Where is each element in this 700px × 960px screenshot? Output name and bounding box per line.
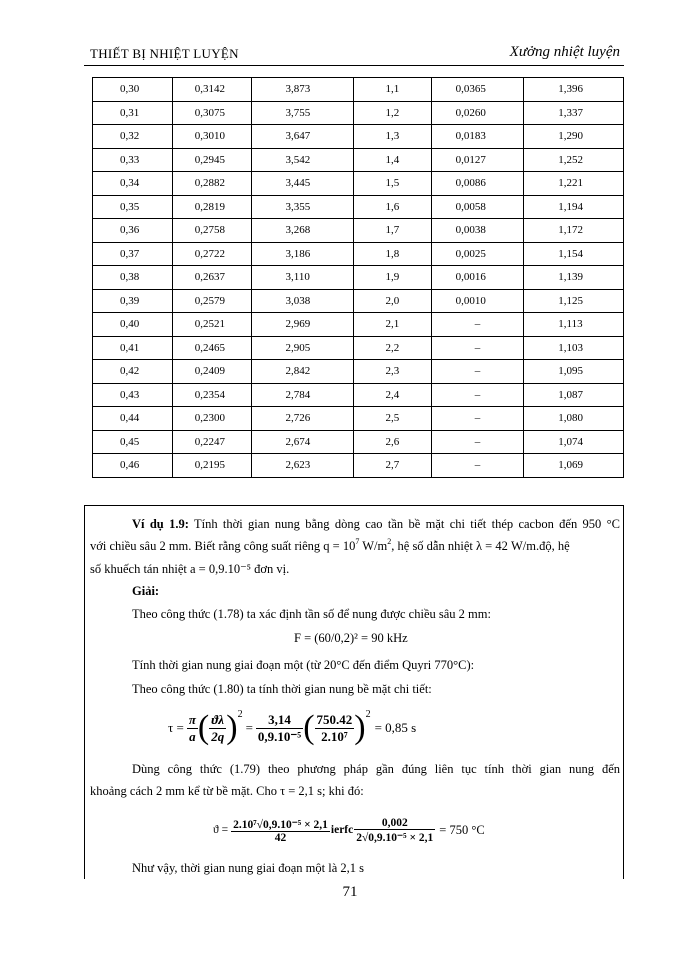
table-cell: 0,3075: [172, 101, 251, 125]
example-label: Ví dụ 1.9:: [132, 517, 189, 531]
table-cell: 3,647: [251, 125, 354, 149]
table-cell: –: [431, 360, 524, 384]
table-cell: –: [431, 313, 524, 337]
table-cell: 1,172: [524, 219, 624, 243]
table-cell: 2,905: [251, 336, 354, 360]
solution-p5: Như vậy, thời gian nung giai đoạn một là 2,1 s: [132, 861, 364, 875]
table-cell: –: [431, 336, 524, 360]
table-row: [93, 195, 624, 219]
table-cell: 1,4: [354, 148, 431, 172]
table-row: [93, 125, 624, 149]
table-row: [93, 219, 624, 243]
table-cell: 0,38: [93, 266, 173, 290]
table-cell: 0,36: [93, 219, 173, 243]
table-cell: 1,194: [524, 195, 624, 219]
table-cell: 0,2521: [172, 313, 251, 337]
table-cell: 1,337: [524, 101, 624, 125]
table-cell: 0,37: [93, 242, 173, 266]
table-cell: 2,842: [251, 360, 354, 384]
table-cell: 2,4: [354, 383, 431, 407]
table-cell: 3,542: [251, 148, 354, 172]
example-line-3: số khuếch tán nhiệt a = 0,9.10⁻⁵ đơn vị.: [90, 562, 290, 576]
table-row: [93, 101, 624, 125]
table-cell: 1,252: [524, 148, 624, 172]
table-cell: 1,1: [354, 78, 431, 102]
solution-p3: Theo công thức (1.80) ta tính thời gian nung bề mặt chi tiết:: [132, 682, 432, 696]
table-cell: 3,268: [251, 219, 354, 243]
data-table: [92, 77, 624, 478]
header-title: THIẾT BỊ NHIỆT LUYỆN: [90, 46, 239, 61]
table-cell: 2,3: [354, 360, 431, 384]
table-cell: 2,674: [251, 430, 354, 454]
table-cell: 0,0058: [431, 195, 524, 219]
table-cell: 0,2637: [172, 266, 251, 290]
table-cell: 1,074: [524, 430, 624, 454]
table-cell: 3,110: [251, 266, 354, 290]
table-cell: 2,2: [354, 336, 431, 360]
solution-p1: Theo công thức (1.78) ta xác định tần số để nung được chiều sâu 2 mm:: [132, 607, 491, 621]
table-cell: 0,2722: [172, 242, 251, 266]
tau-formula: τ = $\frac{\pi}{a}$ ( $\frac{ϑ\lambda}{2q}$ ) $^2$ = $\frac{3,14}{\text{0,9.10⁻⁵}}$ ( $\frac{750.42}{\text{2.10⁷}}$ ) $^2$ = 0,85 s: [168, 708, 417, 746]
example-line-1: [132, 517, 620, 532]
table-cell: 0,0025: [431, 242, 524, 266]
table-cell: 1,069: [524, 454, 624, 478]
table-cell: 3,873: [251, 78, 354, 102]
table-row: [93, 289, 624, 313]
table-row: [93, 336, 624, 360]
table-cell: 0,2758: [172, 219, 251, 243]
table-cell: 1,8: [354, 242, 431, 266]
header-section: Xưởng nhiệt luyện: [509, 44, 620, 60]
table-cell: 1,125: [524, 289, 624, 313]
table-cell: 2,1: [354, 313, 431, 337]
table-cell: 1,2: [354, 101, 431, 125]
table-cell: 1,103: [524, 336, 624, 360]
table-cell: 2,726: [251, 407, 354, 431]
table-cell: –: [431, 383, 524, 407]
table-cell: 2,969: [251, 313, 354, 337]
table-cell: 0,2195: [172, 454, 251, 478]
table-cell: 2,784: [251, 383, 354, 407]
table-cell: 1,9: [354, 266, 431, 290]
table-row: [93, 383, 624, 407]
example-text-1: Tính thời gian nung bằng dòng cao tần bề mặt chi tiết thép cacbon đến 950 °C: [193, 517, 620, 531]
table-cell: –: [431, 430, 524, 454]
table-row: [93, 313, 624, 337]
table-cell: –: [431, 407, 524, 431]
solution-p4b: khoảng cách 2 mm kể từ bề mặt. Cho τ = 2,1 s; khi đó:: [90, 784, 364, 798]
table-cell: 3,755: [251, 101, 354, 125]
table-cell: 0,0365: [431, 78, 524, 102]
table-cell: 0,2819: [172, 195, 251, 219]
table-cell: 0,42: [93, 360, 173, 384]
solution-p4a: Dùng công thức (1.79) theo phương pháp gần đúng liên tục tính thời gian nung đến: [132, 762, 620, 776]
table-cell: 0,0183: [431, 125, 524, 149]
table-cell: 0,2247: [172, 430, 251, 454]
table-cell: 0,33: [93, 148, 173, 172]
table-cell: 0,2579: [172, 289, 251, 313]
page-header: [84, 40, 624, 66]
table-cell: 0,45: [93, 430, 173, 454]
page-number: 71: [342, 884, 358, 900]
table-cell: 0,44: [93, 407, 173, 431]
table-cell: 1,396: [524, 78, 624, 102]
table-cell: 0,3142: [172, 78, 251, 102]
table-cell: 2,5: [354, 407, 431, 431]
table-row: [93, 242, 624, 266]
table-cell: 1,290: [524, 125, 624, 149]
table-row: [93, 360, 624, 384]
theta-formula: ϑ = $\frac{\text{2.10⁷√0,9.10⁻⁵ × 2,1}}{42}$ ierfc $\frac{0,002}{\text{2√0,9.10⁻⁵ × 2,1}}$ = 750 °C: [213, 816, 485, 844]
table-cell: 1,087: [524, 383, 624, 407]
table-cell: 1,7: [354, 219, 431, 243]
table-row: [93, 266, 624, 290]
table-row: [93, 454, 624, 478]
table-cell: 0,0038: [431, 219, 524, 243]
table-cell: 2,6: [354, 430, 431, 454]
table-row: [93, 148, 624, 172]
table-row: [93, 430, 624, 454]
solution-p2: Tính thời gian nung giai đoạn một (từ 20°C đến điểm Quyri 770°C):: [132, 658, 475, 672]
table-cell: 1,5: [354, 172, 431, 196]
table-cell: 0,40: [93, 313, 173, 337]
table-cell: 3,038: [251, 289, 354, 313]
header-divider: [84, 65, 624, 66]
table-cell: 0,46: [93, 454, 173, 478]
solution-label: Giải:: [132, 584, 160, 598]
table-cell: 2,0: [354, 289, 431, 313]
table-cell: 0,2945: [172, 148, 251, 172]
table-cell: 0,34: [93, 172, 173, 196]
table-row: [93, 407, 624, 431]
table-row: [93, 172, 624, 196]
table-cell: 1,113: [524, 313, 624, 337]
table-row: [93, 78, 624, 102]
table-cell: 0,43: [93, 383, 173, 407]
table-cell: 3,355: [251, 195, 354, 219]
table-cell: 1,095: [524, 360, 624, 384]
table-cell: 0,0260: [431, 101, 524, 125]
table-cell: –: [431, 454, 524, 478]
table-cell: 0,30: [93, 78, 173, 102]
table-cell: 1,3: [354, 125, 431, 149]
table-cell: 3,445: [251, 172, 354, 196]
table-cell: 0,0016: [431, 266, 524, 290]
table-cell: 1,6: [354, 195, 431, 219]
table-cell: 0,2354: [172, 383, 251, 407]
table-cell: 1,154: [524, 242, 624, 266]
table-cell: 0,2409: [172, 360, 251, 384]
table-cell: 1,139: [524, 266, 624, 290]
table-cell: 2,7: [354, 454, 431, 478]
example-line-2: với chiều sâu 2 mm. Biết rằng công suất riêng $q = 10^7$ $W/m^2$, hệ số dẫn nhiệt λ = 42 W/m.độ, hệ: [90, 537, 570, 553]
table-cell: 0,41: [93, 336, 173, 360]
table-cell: 0,0010: [431, 289, 524, 313]
table-cell: 0,3010: [172, 125, 251, 149]
table-cell: 0,31: [93, 101, 173, 125]
table-cell: 1,080: [524, 407, 624, 431]
table-cell: 0,32: [93, 125, 173, 149]
table-cell: 0,39: [93, 289, 173, 313]
table-cell: 0,2882: [172, 172, 251, 196]
table-cell: 1,221: [524, 172, 624, 196]
table-cell: 2,623: [251, 454, 354, 478]
table-cell: 0,0127: [431, 148, 524, 172]
table-cell: 0,35: [93, 195, 173, 219]
table-cell: 0,0086: [431, 172, 524, 196]
table-cell: 0,2300: [172, 407, 251, 431]
table-cell: 3,186: [251, 242, 354, 266]
table-cell: 0,2465: [172, 336, 251, 360]
frequency-formula: F = (60/0,2)² = 90 kHz: [294, 631, 408, 645]
